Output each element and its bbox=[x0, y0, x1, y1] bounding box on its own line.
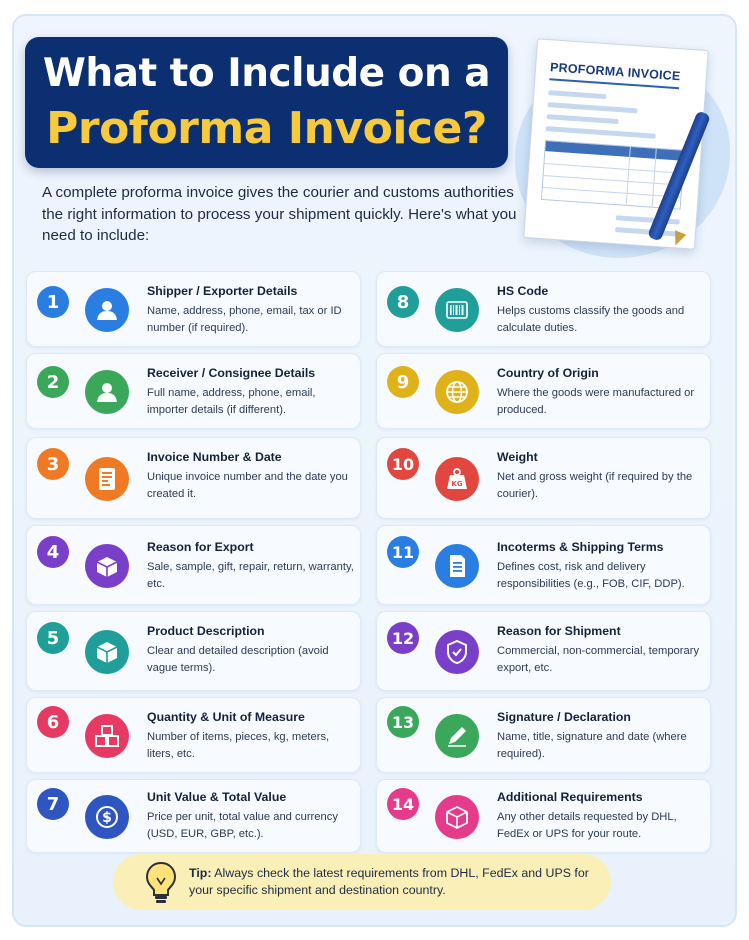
item-number-badge: 12 bbox=[387, 622, 419, 654]
item-number-badge: 11 bbox=[387, 536, 419, 568]
item-description: Net and gross weight (if required by the courier). bbox=[497, 471, 693, 500]
globe-icon bbox=[435, 370, 479, 414]
box-icon bbox=[435, 795, 479, 839]
item-number-badge: 6 bbox=[37, 706, 69, 738]
item-title: HS Code bbox=[497, 284, 549, 298]
item-description: Any other details requested by DHL, FedEx or UPS for your route. bbox=[497, 811, 677, 840]
illustration-line bbox=[547, 114, 619, 124]
item-number-badge: 3 bbox=[37, 448, 69, 480]
requirement-card bbox=[376, 779, 711, 853]
requirement-card bbox=[26, 437, 361, 519]
item-title: Invoice Number & Date bbox=[147, 450, 282, 464]
item-description: Name, address, phone, email, tax or ID number (if required). bbox=[147, 305, 342, 334]
requirement-card bbox=[26, 353, 361, 429]
item-title: Country of Origin bbox=[497, 366, 599, 380]
open-box-icon bbox=[85, 544, 129, 588]
item-title: Shipper / Exporter Details bbox=[147, 284, 298, 298]
kg-weight-icon bbox=[435, 457, 479, 501]
lightbulb-icon bbox=[143, 860, 179, 906]
tip-body: Always check the latest requirements from DHL, FedEx and UPS for your specific shipment and destination country. bbox=[189, 866, 589, 897]
requirement-card bbox=[26, 779, 361, 853]
item-description: Price per unit, total value and currency (USD, EUR, GBP, etc.). bbox=[147, 811, 338, 840]
requirement-card bbox=[26, 271, 361, 347]
title-banner bbox=[25, 37, 508, 168]
item-number-badge: 10 bbox=[387, 448, 419, 480]
tip-text bbox=[189, 865, 599, 899]
person-icon bbox=[85, 370, 129, 414]
illustration-line bbox=[615, 227, 679, 236]
shield-check-icon bbox=[435, 630, 479, 674]
requirement-card bbox=[376, 697, 711, 773]
person-icon bbox=[85, 288, 129, 332]
svg-text:KG: KG bbox=[451, 480, 463, 488]
requirement-card bbox=[26, 697, 361, 773]
item-description: Name, title, signature and date (where required). bbox=[497, 731, 687, 760]
item-title: Signature / Declaration bbox=[497, 710, 631, 724]
requirement-card bbox=[376, 525, 711, 605]
requirement-card bbox=[376, 353, 711, 429]
requirement-card bbox=[376, 271, 711, 347]
item-description: Full name, address, phone, email, importer details (if different). bbox=[147, 387, 316, 416]
item-title: Reason for Shipment bbox=[497, 624, 621, 638]
invoice-illustration-title: PROFORMA INVOICE bbox=[549, 60, 681, 84]
item-number-badge: 5 bbox=[37, 622, 69, 654]
requirement-card bbox=[26, 611, 361, 691]
dollar-coin-icon bbox=[85, 795, 129, 839]
item-description: Defines cost, risk and delivery responsibilities (e.g., FOB, CIF, DDP). bbox=[497, 561, 685, 590]
document-icon bbox=[435, 544, 479, 588]
requirement-card bbox=[376, 437, 711, 519]
item-number-badge: 9 bbox=[387, 366, 419, 398]
item-number-badge: 8 bbox=[387, 286, 419, 318]
svg-text:$: $ bbox=[102, 810, 112, 826]
title-line-2: Proforma Invoice? bbox=[46, 103, 487, 154]
item-description: Number of items, pieces, kg, meters, liters, etc. bbox=[147, 731, 330, 760]
item-number-badge: 1 bbox=[37, 286, 69, 318]
tip-banner bbox=[113, 854, 611, 910]
item-number-badge: 7 bbox=[37, 788, 69, 820]
item-title: Incoterms & Shipping Terms bbox=[497, 540, 664, 554]
stacked-boxes-icon bbox=[85, 714, 129, 758]
item-title: Reason for Export bbox=[147, 540, 254, 554]
item-title: Weight bbox=[497, 450, 538, 464]
item-description: Clear and detailed description (avoid vague terms). bbox=[147, 645, 329, 674]
invoice-illustration bbox=[523, 38, 709, 250]
intro-text: A complete proforma invoice gives the courier and customs authorities the right information to process your shipment quickly. Here's what you need to include: bbox=[42, 184, 517, 244]
pen-icon bbox=[435, 714, 479, 758]
item-description: Where the goods were manufactured or produced. bbox=[497, 387, 695, 416]
requirement-card bbox=[26, 525, 361, 605]
item-description: Unique invoice number and the date you created it. bbox=[147, 471, 348, 500]
requirement-card bbox=[376, 611, 711, 691]
item-description: Commercial, non-commercial, temporary export, etc. bbox=[497, 645, 700, 674]
item-title: Product Description bbox=[147, 624, 265, 638]
invoice-document-icon bbox=[85, 457, 129, 501]
tip-label: Tip: bbox=[189, 866, 212, 880]
package-icon bbox=[85, 630, 129, 674]
item-number-badge: 4 bbox=[37, 536, 69, 568]
item-title: Additional Requirements bbox=[497, 790, 643, 804]
item-title: Receiver / Consignee Details bbox=[147, 366, 316, 380]
item-title: Quantity & Unit of Measure bbox=[147, 710, 305, 724]
item-number-badge: 2 bbox=[37, 366, 69, 398]
illustration-line bbox=[616, 215, 680, 224]
illustration-line bbox=[548, 90, 606, 99]
illustration-line bbox=[547, 102, 637, 113]
item-number-badge: 13 bbox=[387, 706, 419, 738]
item-title: Unit Value & Total Value bbox=[147, 790, 287, 804]
item-number-badge: 14 bbox=[387, 788, 419, 820]
illustration-line bbox=[546, 126, 656, 139]
title-line-1: What to Include on a bbox=[42, 51, 491, 96]
barcode-icon bbox=[435, 288, 479, 332]
item-description: Helps customs classify the goods and calculate duties. bbox=[497, 305, 685, 334]
item-description: Sale, sample, gift, repair, return, warranty, etc. bbox=[147, 561, 354, 590]
